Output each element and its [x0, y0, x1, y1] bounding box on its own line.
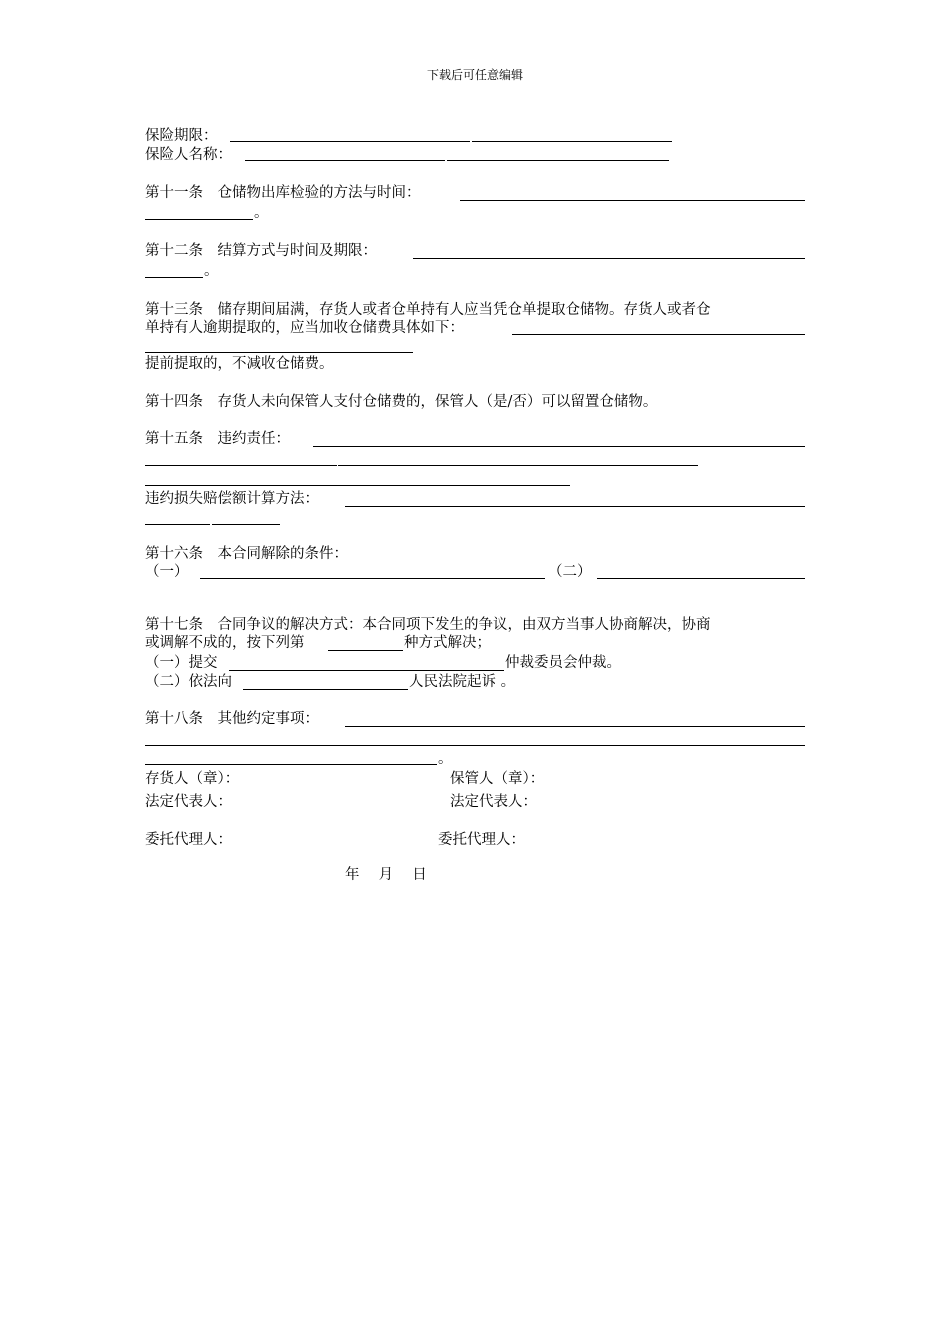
legal-rep-right: 法定代表人：	[450, 794, 537, 810]
article-18-end: 。	[438, 751, 453, 767]
article-17-option-2b: 人民法院起诉 。	[409, 674, 516, 690]
article-14-text: 第十四条 存货人未向保管人支付仓储费的，保管人（是/否）可以留置仓储物。	[145, 394, 658, 410]
article-13-blank-1[interactable]	[512, 334, 805, 335]
article-12-end: 。	[204, 263, 219, 279]
arbitration-committee-blank[interactable]	[229, 670, 504, 671]
article-18-blank-3[interactable]	[145, 764, 437, 765]
signing-date: 年 月 日	[345, 867, 427, 883]
legal-rep-left: 法定代表人：	[145, 794, 232, 810]
article-15-blank-1[interactable]	[313, 446, 805, 447]
insurer-name-label: 保险人名称：	[145, 147, 232, 163]
article-16-item-2: （二）	[548, 564, 592, 580]
article-17-line-2a: 或调解不成的，按下列第	[145, 635, 305, 651]
insurance-period-blank-1[interactable]	[230, 141, 470, 142]
article-17-method-blank[interactable]	[328, 650, 403, 651]
insurer-name-blank-2[interactable]	[447, 160, 669, 161]
article-17-line-2b: 种方式解决；	[404, 635, 491, 651]
article-18-blank-2[interactable]	[145, 745, 805, 746]
insurance-period-blank-2[interactable]	[472, 141, 672, 142]
insurer-name-blank-1[interactable]	[245, 160, 445, 161]
insurance-period-label: 保险期限：	[145, 128, 218, 144]
agent-left: 委托代理人：	[145, 832, 232, 848]
article-13-line-2: 单持有人逾期提取的，应当加收仓储费具体如下：	[145, 320, 464, 336]
page-header: 下载后可任意编辑	[426, 68, 523, 82]
article-16-item-2-blank[interactable]	[597, 578, 805, 579]
article-15-blank-4[interactable]	[145, 485, 570, 486]
article-12-blank-1[interactable]	[413, 258, 805, 259]
article-15-calc-blank-1[interactable]	[345, 506, 805, 507]
article-11-text: 第十一条 仓储物出库检验的方法与时间：	[145, 185, 421, 201]
depositor-seal-label: 存货人（章）：	[145, 771, 240, 787]
article-13-line-1: 第十三条 储存期间届满，存货人或者仓单持有人应当凭仓单提取仓储物。存货人或者仓	[145, 302, 711, 318]
article-17-option-1a: （一）提交	[145, 655, 218, 671]
article-16-item-1-blank[interactable]	[200, 578, 545, 579]
article-13-blank-2[interactable]	[145, 352, 413, 353]
article-16-item-1: （一）	[145, 564, 189, 580]
article-11-blank-1[interactable]	[460, 200, 805, 201]
article-12-text: 第十二条 结算方式与时间及期限：	[145, 243, 377, 259]
court-blank[interactable]	[243, 689, 408, 690]
custodian-seal-label: 保管人（章）：	[450, 771, 545, 787]
article-12-blank-2[interactable]	[145, 277, 203, 278]
article-11-blank-2[interactable]	[145, 219, 253, 220]
article-15-text: 第十五条 违约责任：	[145, 431, 290, 447]
article-17-line-1: 第十七条 合同争议的解决方式：本合同项下发生的争议，由双方当事人协商解决，协商	[145, 617, 711, 633]
article-17-option-2a: （二）依法向	[145, 674, 232, 690]
article-18-blank-1[interactable]	[345, 726, 805, 727]
article-15-calc-label: 违约损失赔偿额计算方法：	[145, 491, 319, 507]
article-15-calc-blank-2[interactable]	[145, 524, 210, 525]
article-15-blank-2[interactable]	[145, 465, 337, 466]
agent-right: 委托代理人：	[438, 832, 525, 848]
article-11-end: 。	[254, 205, 269, 221]
article-13-line-3: 提前提取的，不减收仓储费。	[145, 356, 334, 372]
article-17-option-1b: 仲裁委员会仲裁。	[505, 655, 621, 671]
article-16-text: 第十六条 本合同解除的条件：	[145, 546, 348, 562]
article-15-blank-3[interactable]	[338, 465, 698, 466]
article-15-calc-blank-3[interactable]	[212, 524, 280, 525]
article-18-text: 第十八条 其他约定事项：	[145, 711, 319, 727]
